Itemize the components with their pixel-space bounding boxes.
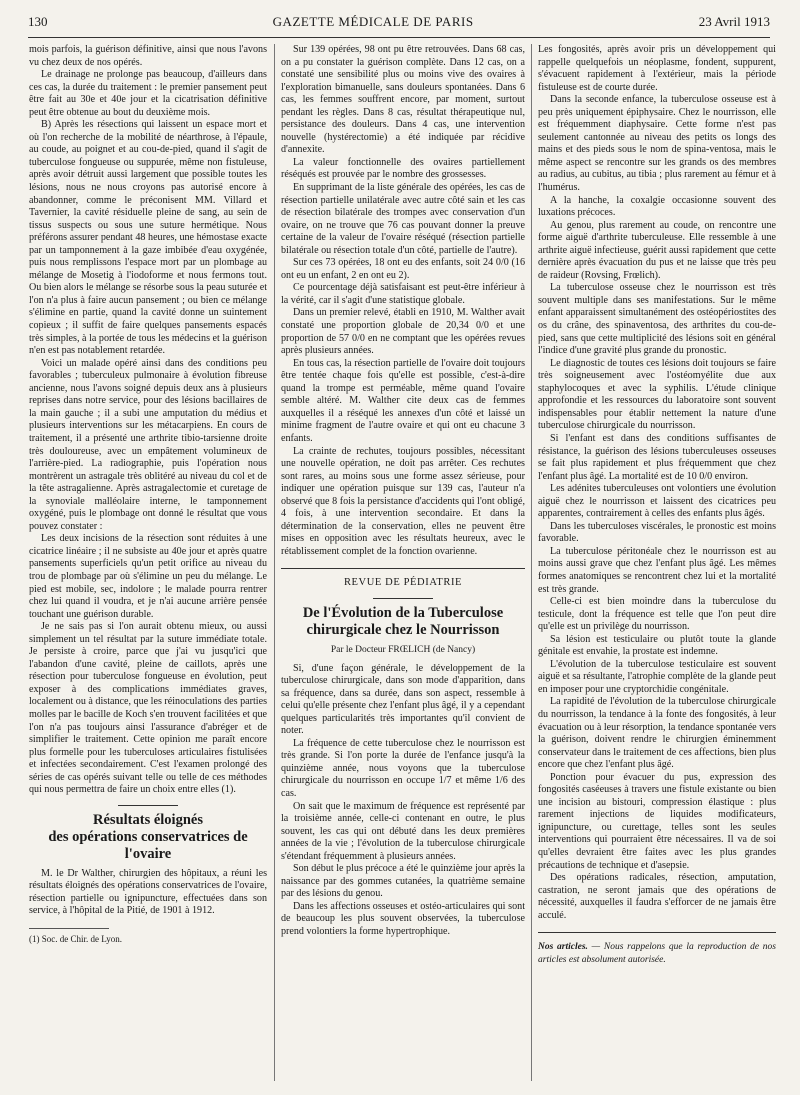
notice-divider [538,932,776,933]
paragraph: Au genou, plus rarement au coude, on rencontre une forme aiguë d'arthrite tuberculeuse. Elle ressemble à une arthrite aiguë infectieuse, guérit aussi rapidement que cette dernière après évacuation du pus et ne laisse que très peu de raideur (Rovsing, Frœlich). [538,219,776,281]
paragraph: Si l'enfant est dans des conditions suffisantes de résistance, la guérison des lésions tuberculeuses osseuses se fait plus rapidement et plus fréquemment que chez l'enfant plus âgé. La mortalité est de 10 0/0 environ. [538,432,776,482]
paragraph: Le diagnostic de toutes ces lésions doit toujours se faire très soigneusement avec l'ostéomyélite due aux staphylocoques et avec la syphilis. L'étude clinique approfondie et les ressources du laboratoire sont souvent indispensables pour établir nettement la nature d'une tuberculose chirurgicale du nourrisson. [538,357,776,432]
notice-label: Nos articles. [538,942,588,953]
footnote-text: (1) Soc. de Chir. de Lyon. [29,934,122,944]
paragraph: En tous cas, la résection partielle de l'ovaire doit toujours être tentée chaque fois qu'elle est possible, c'est-à-dire quand la trompe est perméable, même quand l'ovaire semble altéré. M. Walther cite deux cas de femmes auxquelles il a réséqué les annexes d'un côté et laissé un minime fragment de l'autre ovaire et qui ont eu chacune 3 enfants. [281,357,525,444]
paragraph: En supprimant de la liste générale des opérées, les cas de résection partielle unilatérale avec autre côté sain et les cas de résection bilatérale des trompes avec conservation d'un ovaire, on ne trouve que 76 cas pouvant donner la preuve certaine de la valeur de l'ovaire réséqué (résection partielle bilatérale ou résection totale d'un côté, partielle de l'autre). [281,182,525,256]
notice-text: — Nous rappelons que la reproduction de nos articles est absolument autorisée. [538,942,776,965]
paragraph: mois parfois, la guérison définitive, ainsi que nous l'avons vu chez deux de nos opérés. [29,44,267,68]
paragraph: La fréquence de cette tuberculose chez le nourrisson est très grande. Si l'on porte la durée de l'enfance jusqu'à la quinzième année, nous voyons que la tuberculose chirurgicale du nourrisson en occupe 1/7 et même 1/6 des cas. [281,737,525,799]
paragraph: M. le Dr Walther, chirurgien des hôpitaux, a réuni les résultats éloignés des opérations conservatrices de l'ovaire, résection partielle ou ignipuncture, effectuées dans son service, à l'hôpital de la Pitié, de 1901 à 1912. [29,867,267,917]
article-title-line: De l'Évolution de la Tuberculose [302,604,504,621]
paragraph: Les adénites tuberculeuses ont volontiers une évolution aiguë chez le nourrisson et laissent des cicatrices peu apparentes, contrairement à celles des enfants plus âgés. [538,483,776,520]
section-divider [118,805,178,806]
paragraph: Je ne sais pas si l'on aurait obtenu mieux, ou aussi simplement un tel résultat par la suture immédiate totale. Je persiste à croire, parce que j'ai vu jusqu'ici que l'abandon d'une cavité, pleine de caillots, après une résection pour tuberculose fongueuse en évolution, peut exposer à des complications immédiates graves, localement ou à distance, que les réinoculations des parties molles par le bacille de Koch s'en trouvent facilitées et que l'on n'a pas toujours ainsi l'assurance d'abréger et de simplifier le traitement. Cette opinion me paraît encore plus formelle pour les tuberculoses articulaires fistulisées et infectées secondairement. C'est l'examen prolongé des séries de cas opérés suivant telle ou telle de ces méthodes qui nous permettra de faire un choix entre elles (1). [29,621,267,796]
paragraph: A la hanche, la coxalgie occasionne souvent des luxations précoces. [538,194,776,219]
section-title [29,812,267,863]
paragraph: Sur ces 73 opérées, 18 ont eu des enfants, soit 24 0/0 (16 ont eu un enfant, 2 en ont eu 2). [281,257,525,281]
column-3 [538,44,776,1083]
paragraph: Des opérations radicales, résection, amputation, castration, ne seront jamais que des opérations de nécessité, auxquelles il faudra s'efforcer de ne jamais être acculé. [538,872,776,921]
paragraph: Ponction pour évacuer du pus, expression des fongosités caséeuses à travers une fistule existante ou bien une incision au bistouri, compression élastique : plus rarement injections de liquides modificateurs, ignipuncture, ou curettage, telles sont les seules interventions qui pourraient être nécessaires. Il va de soi qu'elles devraient être faites avec les plus grandes précautions de technique et d'asepsie. [538,771,776,871]
column-divider [274,44,275,1081]
page-number: 130 [28,14,48,29]
section-title-line: Résultats éloignés [93,811,203,828]
paragraph: Son début le plus précoce a été le quinzième jour après la naissance par des gommes cutanées, la quatrième semaine par des lésions du genou. [281,863,525,900]
paragraph: L'évolution de la tuberculose testiculaire est souvent aiguë et sa résultante, l'atrophie complète de la glande peut en imposer pour une cryptorchidie congénitale. [538,658,776,695]
paragraph: Dans les affections osseuses et ostéo-articulaires qui sont de beaucoup les plus souvent observées, la tuberculose prend volontiers la forme hypertrophique. [281,900,525,937]
paragraph: La valeur fonctionnelle des ovaires partiellement réséqués est prouvée par le nombre des grossesses. [281,156,525,181]
article-title-line: chirurgicale chez le Nourrisson [306,621,500,638]
paragraph: Celle-ci est bien moindre dans la tuberculose du testicule, dont la fréquence est telle que l'on peut dire qu'elle est un privilège du nourrisson. [538,596,776,633]
paragraph: La crainte de rechutes, toujours possibles, nécessitant une nouvelle opération, ne doit pas arrêter. Ces rechutes sont rares, au moins sous une forme assez sérieuse, pour indiquer une opération puisque sur 139 cas, l'auteur n'a observé que 8 fois la persistance d'accidents qui l'ont obligé, 4 fois, à une intervention secondaire. Et dans la détermination de la conservation, elles ne peuvent être mises en opposition avec les résultats heureux, avec le rétablissement complet de la fonction ovarienne. [281,445,525,557]
footnote [29,928,122,946]
paragraph: La tuberculose osseuse chez le nourrisson est très souvent multiple dans ses manifestations. Sur le même enfant apparaissent simultanément des ostéopériostites des os du crâne, des spinaventosa, des arthrites du cou-de-pied, sans que cette multiplicité des lésions soit en général l'indice d'une gravité plus grande du pronostic. [538,282,776,357]
issue-date: 23 Avril 1913 [698,14,770,29]
rubric-title: REVUE DE PÉDIATRIE [343,577,463,589]
paragraph: La tuberculose péritonéale chez le nourrisson est au moins aussi grave que chez l'enfant plus âgé. Les mêmes formes anatomiques se rencontrent chez lui et la mortalité est très grande. [538,545,776,595]
paragraph: On sait que le maximum de fréquence est représenté par la troisième année, celle-ci contenant en outre, le plus souvent, les cas qui ont débuté dans les deux premières années de la vie ; l'évolution de la tuberculose chirurgicale s'étendant fréquemment à plusieurs années. [281,800,525,862]
paragraph: B) Après les résections qui laissent un espace mort et où l'on recherche de la mobilité de néarthrose, à l'épaule, au coude, au poignet et au cou-de-pied, quand il s'agit de tuberculose fongueuse ou suppurée, même non fistuleuse, après avoir détruit aussi largement que possible toutes les lésions, nous ne nous croyons pas autorisé encore à abandonner, comme le préconisent MM. Villard et Tavernier, la cavité résiduelle pleine de sang, au sein de tissus suspects ou sous une suture hermétique. Nous préférons assurer pendant 48 heures, une hémostase exacte par un tamponnement à la gaze imbibée d'eau oxygénée, puis nous remplissons l'espace mort par un plombage au mélange de Mosetig à l'iodoforme et nous fermons tout. Ou bien alors le mélange se résorbe sous la peau suturée et l'on n'a plus à faire aucun pansement ; ou bien ce mélange s'élimine en partie, quand la cavité donne un suintement copieux ; il suffit de faire quelques pansements espacés très simples, à la portée de tous les médecins et la guérison n'en est pas notablement retardée. [29,119,267,357]
paragraph: Voici un malade opéré ainsi dans des conditions peu favorables ; tuberculeux pulmonaire à évolution fibreuse ancienne, nous l'avons soigné depuis deux ans à plusieurs reprises dans notre service, pour des lésions bacillaires de la main gauche ; il a subi une amputation du médius et plusieurs interventions sur les métacarpiens. En cours de traitement, il a présenté une arthrite tibio-tarsienne droite très douloureuse, avec un empâtement volumineux de l'arrière-pied. La radiographie, puis l'opération nous montrèrent un astragale très oblitéré au niveau du col et de la tête astragalienne. Après astragalectomie et curetage de la synoviale malléolaire interne, le tamponnement oxygéné, puis le plombage ont donné le résultat que vous pouvez constater : [29,357,267,532]
reproduction-notice [538,941,776,966]
column-1 [29,44,267,1083]
paragraph: Sa lésion est testiculaire ou plutôt toute la glande génitale est envahie, la prostate est indemne. [538,633,776,658]
paragraph: Sur 139 opérées, 98 ont pu être retrouvées. Dans 68 cas, on a pu constater la guérison complète. Dans 12 cas, on a constaté une sensibilité plus ou moins vive des ovaires à l'exploration bimanuelle, sans douleurs spontanées. Dans 6 cas, les femmes souffrent encore, par moment, surtout pendant les règles. Dans 8 cas, résultat thérapeutique nul, persistance des douleurs. Dans 4 cas, une intervention nouvelle (hystérectomie) a été indiquée par récidive d'annexite. [281,44,525,156]
paragraph: Le drainage ne prolonge pas beaucoup, d'ailleurs dans ces cas, la durée du traitement : le premier pansement peut être fait au 30e et 40e jour et la cicatrisation définitive peut être obtenue au bout du deuxième mois. [29,69,267,118]
paragraph: Les deux incisions de la résection sont réduites à une cicatrice linéaire ; il ne subsiste au 40e jour et après quatre pansements superficiels qu'un petit orifice au niveau du trou de plombage par où s'élimine un peu du mélange. Le pied est mobile, sec, indolore ; le malade pourra rentrer chez lui quand il voudra, et je n'ai aucune arrière pensée touchant une guérison durable. [29,533,267,620]
paragraph: Dans la seconde enfance, la tuberculose osseuse est à peu près uniquement épiphysaire. Chez le nourrisson, elle est fréquemment diaphysaire. Cette forme n'est pas seulement cantonnée au niveau des petits os longs des mains et des pieds sous le nom de spina-ventosa, mais le même aspect se rencontre sur les grands os des membres au radius, au cubitus, au tibia ; plus rarement au fémur et à l'humérus. [538,94,776,194]
journal-title: GAZETTE MÉDICALE DE PARIS [272,14,474,29]
rubric-divider [373,598,433,599]
paragraph: Dans les tuberculoses viscérales, le pronostic est moins favorable. [538,520,776,545]
paragraph: Dans un premier relevé, établi en 1910, M. Walther avait constaté une proportion globale de 20,34 0/0 et une proportion de 57 0/0 en ne comptant que les opérées revues après plusieurs années. [281,307,525,357]
column-2 [281,44,525,1083]
column-divider [531,44,532,1081]
paragraph: Ce pourcentage déjà satisfaisant est peut-être inférieur à la vérité, car il s'agit d'une statistique globale. [281,282,525,306]
byline: Par le Docteur FRŒLICH (de Nancy) [330,644,476,655]
section-title-line: des opérations conservatrices de l'ovaire [48,828,248,862]
paragraph: Les fongosités, après avoir pris un développement qui rappelle quelquefois un néoplasme, fondent, suppurent, s'évacuent rapidement à l'extérieur, mais la période fistuleuse est de courte durée. [538,44,776,93]
article-title [281,605,525,639]
page-header [28,14,770,38]
paragraph: La rapidité de l'évolution de la tuberculose chirurgicale du nourrisson, la tendance à la fonte des fongosités, à leur évacuation ou à leur résorption, la tendance spontanée vers la guérison, doivent rendre le chirurgien éminemment conservateur dans le traitement de ces affections, bien plus encore que chez l'enfant plus âgé. [538,696,776,771]
section-divider [281,568,525,569]
paragraph: Si, d'une façon générale, le développement de la tuberculose chirurgicale, dans son mode d'apparition, dans sa fréquence, dans sa durée, dans son aspect, ressemble à celui qu'elle présente chez l'enfant plus âgé, il y a cependant quelques particularités très importantes qu'il convient de noter. [281,662,525,737]
